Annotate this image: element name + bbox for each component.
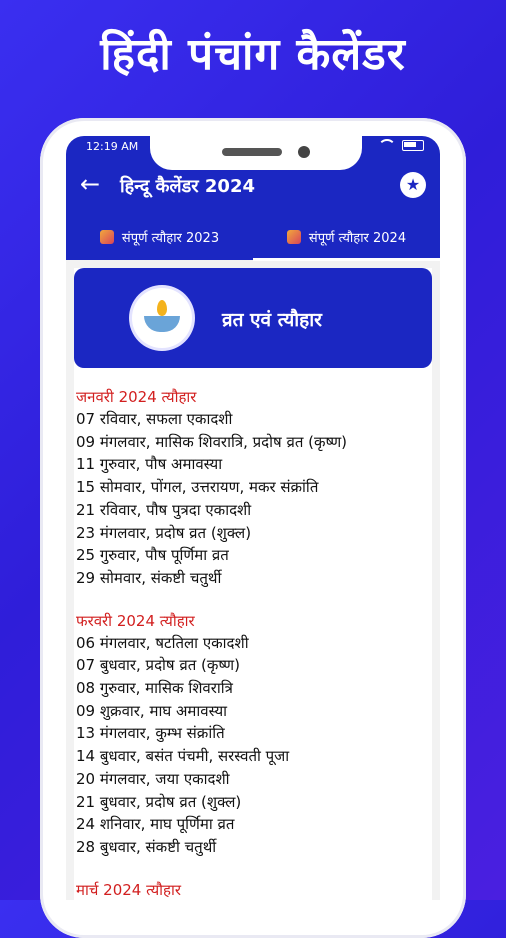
status-time: 12:19 AM [86,140,139,153]
promo-title: हिंदी पंचांग कैलेंडर [100,29,406,80]
list-item: 11 गुरुवार, पौष अमावस्या [76,455,223,474]
festival-list [74,386,432,900]
battery-icon [402,140,424,151]
arrow-back-icon[interactable]: ← [80,170,101,198]
list-item: 23 मंगलवार, प्रदोष व्रत (शुक्ल) [76,523,252,542]
list-item: 24 शनिवार, माघ पूर्णिमा व्रत [76,815,235,834]
month-january [74,386,432,590]
list-item: 28 बुधवार, संकष्टी चतुर्थी [76,837,217,856]
tab-bar [66,214,440,260]
month-february [74,610,432,859]
list-item: 08 गुरुवार, मासिक शिवरात्रि [76,679,233,698]
app-screen [66,136,440,900]
festival-icon [287,230,301,244]
list-item: 21 रविवार, पौष पुत्रदा एकादशी [76,500,252,519]
content-panel [74,268,432,900]
month-heading: मार्च 2024 त्यौहार [76,880,182,899]
list-item: 21 बुधवार, प्रदोष व्रत (शुक्ल) [76,792,242,811]
tab-label: संपूर्ण त्यौहार 2023 [121,231,220,246]
star-icon[interactable]: ★ [400,172,426,198]
month-march [74,879,432,900]
list-item: 25 गुरुवार, पौष पूर्णिमा व्रत [76,546,229,565]
tab-label: संपूर्ण त्यौहार 2024 [308,231,407,246]
list-item: 06 मंगलवार, षटतिला एकादशी [76,633,249,652]
tab-festivals-2024[interactable] [253,214,440,260]
list-item: 13 मंगलवार, कुम्भ संक्रांति [76,724,225,743]
wifi-icon [378,139,396,151]
banner-title: व्रत एवं त्यौहार [222,309,322,331]
list-item: 09 मंगलवार, मासिक शिवरात्रि, प्रदोष व्रत (कृष्ण) [76,432,348,451]
list-item: 20 मंगलवार, जया एकादशी [76,769,230,788]
phone-notch [150,136,362,170]
list-item: 29 सोमवार, संकष्टी चतुर्थी [76,568,222,587]
festival-icon [100,230,114,244]
tab-festivals-2023[interactable] [66,214,253,260]
month-heading: जनवरी 2024 त्यौहार [76,388,197,406]
tab-selected-indicator [253,258,440,261]
diya-logo-icon [132,288,192,348]
list-item: 07 बुधवार, प्रदोष व्रत (कृष्ण) [76,656,240,675]
list-item: 09 शुक्रवार, माघ अमावस्या [76,701,228,720]
month-heading: फरवरी 2024 त्यौहार [76,611,195,630]
vrat-festival-banner [74,268,432,368]
list-item: 07 रविवार, सफला एकादशी [76,410,233,428]
list-item: 15 सोमवार, पोंगल, उत्तरायण, मकर संक्रांति [76,478,319,497]
app-title: हिन्दू कैलेंडर 2024 [120,176,255,197]
list-item: 14 बुधवार, बसंत पंचमी, सरस्वती पूजा [76,747,290,766]
